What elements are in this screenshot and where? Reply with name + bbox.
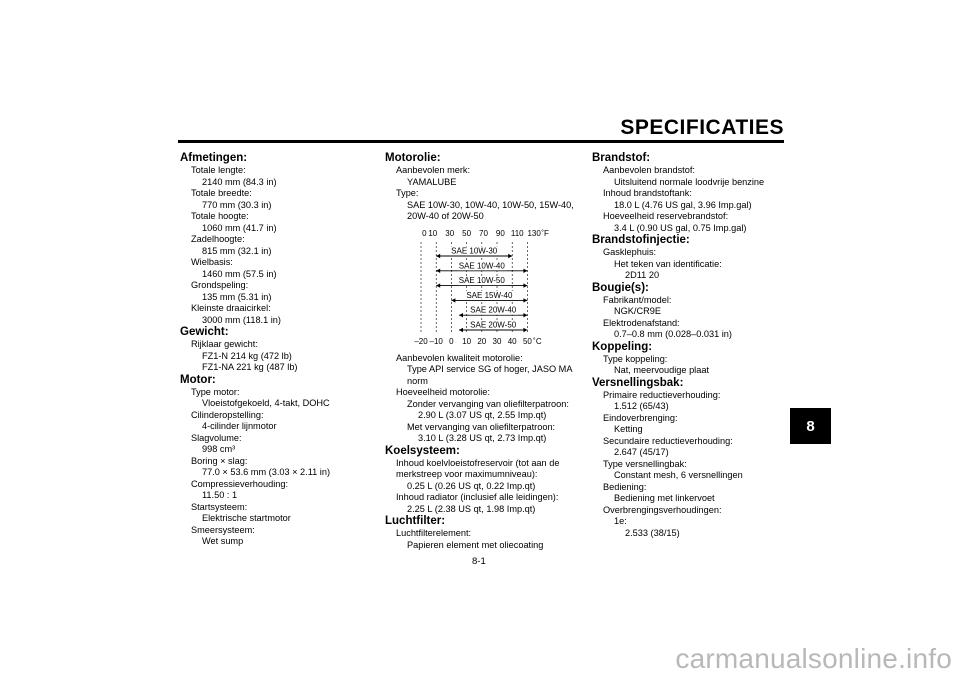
viscosity-band-arrow	[459, 313, 463, 317]
celsius-tick-label: 40	[507, 336, 517, 346]
spec-value: Nat, meervoudige plaat	[614, 365, 709, 375]
section-brandstofinjectie: Brandstofinjectie:	[592, 234, 690, 246]
section-afmetingen: Afmetingen:	[180, 152, 248, 164]
section-motorolie: Motorolie:	[385, 152, 441, 164]
spec-label: Slagvolume:	[191, 432, 242, 443]
viscosity-band-arrow	[523, 313, 527, 317]
viscosity-band-label: SAE 20W-50	[470, 320, 517, 329]
page-title: SPECIFICATIES	[620, 116, 784, 139]
spec-value: 0.7–0.8 mm (0.028–0.031 in)	[614, 329, 732, 339]
spec-value: NGK/CR9E	[614, 306, 661, 316]
spec-value: Uitsluitend normale loodvrije benzine	[614, 176, 765, 187]
spec-label: Totale hoogte:	[191, 211, 249, 221]
spec-value: 2.533 (38/15)	[625, 527, 680, 538]
celsius-tick-label: 0	[449, 336, 454, 346]
spec-value: 2.90 L (3.07 US qt, 2.55 Imp.qt)	[418, 410, 547, 420]
spec-label: Inhoud radiator (inclusief alle leidingen):	[396, 492, 559, 502]
oil-viscosity-chart	[385, 226, 585, 352]
spec-label: Type versnellingbak:	[603, 458, 687, 469]
section-versnellingsbak: Versnellingsbak:	[592, 376, 684, 389]
spec-value: YAMALUBE	[407, 176, 457, 187]
spec-label: Hoeveelheid motorolie:	[396, 387, 490, 397]
spec-sublabel: Zonder vervanging van oliefilterpatroon:	[407, 398, 569, 409]
spec-label: Fabrikant/model:	[603, 294, 672, 305]
celsius-tick-label: 30	[492, 336, 502, 346]
spec-value: Papieren element met oliecoating	[407, 539, 544, 550]
celsius-tick-label: –10	[429, 336, 443, 346]
spec-label: Rijklaar gewicht:	[191, 339, 258, 349]
spec-value: FZ1-N 214 kg (472 lb)	[202, 350, 292, 361]
spec-label: Type motor:	[191, 386, 240, 397]
spec-label: Hoeveelheid reservebrandstof:	[603, 211, 729, 221]
spec-label: merkstreep voor maximumniveau):	[396, 469, 538, 479]
spec-value: 2140 mm (84.3 in)	[202, 176, 277, 187]
spec-label: Primaire reductieverhouding:	[603, 389, 721, 400]
chapter-tab: 8	[790, 408, 831, 444]
spec-value: Ketting	[614, 424, 643, 434]
column-middle	[385, 152, 585, 551]
spec-value: 1060 mm (41.7 in)	[202, 222, 277, 233]
column-left	[180, 152, 370, 548]
spec-label: Aanbevolen kwaliteit motorolie:	[396, 352, 523, 363]
viscosity-band-arrow	[523, 283, 527, 287]
spec-label: Bediening:	[603, 481, 647, 492]
fahrenheit-unit-label: ˚F	[541, 228, 549, 238]
spec-label: Kleinste draaicirkel:	[191, 303, 271, 313]
fahrenheit-tick-label: 110	[510, 228, 524, 238]
spec-value: 77.0 × 53.6 mm (3.03 × 2.11 in)	[202, 467, 331, 477]
spec-label: Luchtfilterelement:	[396, 528, 472, 538]
spec-value: 3.4 L (0.90 US gal, 0.75 Imp.gal)	[614, 222, 747, 233]
spec-value: Elektrische startmotor	[202, 513, 291, 523]
spec-label: Type koppeling:	[603, 353, 668, 364]
spec-value: 770 mm (30.3 in)	[202, 199, 272, 210]
spec-label: Smeersysteem:	[191, 524, 255, 535]
spec-label: Eindoverbrenging:	[603, 412, 678, 423]
spec-label: Grondspeling:	[191, 280, 249, 290]
spec-value: 2D11 20	[625, 270, 660, 280]
spec-value: 11.50 : 1	[202, 490, 238, 500]
page-number: 8-1	[472, 556, 486, 567]
viscosity-band-arrow	[508, 253, 512, 257]
spec-label: Cilinderopstelling:	[191, 409, 264, 420]
celsius-unit-label: ˚C	[533, 336, 542, 346]
spec-value: 135 mm (5.31 in)	[202, 291, 272, 302]
viscosity-band-label: SAE 20W-40	[470, 305, 517, 315]
spec-value: Vloeistofgekoeld, 4-takt, DOHC	[202, 398, 330, 408]
viscosity-band-label: SAE 15W-40	[466, 290, 513, 300]
spec-value: 2.647 (45/17)	[614, 447, 669, 457]
spec-value: 815 mm (32.1 in)	[202, 245, 272, 256]
spec-value: Wet sump	[202, 536, 244, 546]
spec-label: Aanbevolen merk:	[396, 165, 471, 175]
spec-label: Overbrengingsverhoudingen:	[603, 504, 722, 515]
spec-sublabel: Met vervanging van oliefilterpatroon:	[407, 421, 556, 432]
spec-value: 2.25 L (2.38 US qt, 1.98 Imp.qt)	[407, 503, 536, 514]
fahrenheit-tick-label: 10	[428, 228, 438, 238]
column-right	[592, 152, 787, 539]
spec-value: 998 cm³	[202, 444, 236, 454]
spec-label: Totale lengte:	[191, 165, 246, 175]
spec-value: 1460 mm (57.5 in)	[202, 268, 277, 279]
spec-value: norm	[407, 375, 428, 386]
viscosity-band-arrow	[436, 268, 440, 272]
spec-value: Constant mesh, 6 versnellingen	[614, 470, 743, 480]
viscosity-band-arrow	[436, 283, 440, 287]
spec-label: Elektrodenafstand:	[603, 317, 680, 328]
spec-label: Totale breedte:	[191, 188, 252, 198]
viscosity-band-arrow	[436, 253, 440, 257]
spec-value: 1.512 (65/43)	[614, 401, 669, 411]
fahrenheit-tick-label: 130	[527, 228, 541, 238]
section-koelsysteem: Koelsysteem:	[385, 444, 460, 457]
fahrenheit-tick-label: 90	[495, 228, 505, 238]
viscosity-band-arrow	[523, 327, 527, 331]
spec-value: Bediening met linkervoet	[614, 493, 715, 503]
spec-label: Boring × slag:	[191, 455, 248, 466]
section-gewicht: Gewicht:	[180, 326, 229, 338]
title-rule	[178, 140, 784, 143]
spec-label: Zadelhoogte:	[191, 234, 245, 244]
spec-label: Startsysteem:	[191, 501, 248, 512]
celsius-tick-label: 10	[462, 336, 472, 346]
spec-sublabel: 1e:	[614, 516, 627, 526]
spec-value: FZ1-NA 221 kg (487 lb)	[202, 362, 298, 372]
spec-value: 3.10 L (3.28 US qt, 2.73 Imp.qt)	[418, 433, 547, 443]
spec-label: Inhoud koelvloeistofreservoir (tot aan de	[396, 457, 560, 468]
spec-value: SAE 10W-30, 10W-40, 10W-50, 15W-40,	[407, 199, 574, 210]
spec-value: 4-cilinder lijnmotor	[202, 421, 277, 431]
fahrenheit-tick-label: 30	[445, 228, 455, 238]
spec-value: 0.25 L (0.26 US qt, 0.22 Imp.qt)	[407, 480, 536, 491]
spec-label: Gasklephuis:	[603, 247, 657, 257]
spec-label: Secundaire reductieverhouding:	[603, 435, 733, 446]
spec-value: Type API service SG of hoger, JASO MA	[407, 364, 573, 374]
watermark: carmanualsonline.info	[675, 643, 952, 674]
spec-label: Inhoud brandstoftank:	[603, 188, 692, 198]
fahrenheit-tick-label: 50	[462, 228, 472, 238]
celsius-tick-label: 20	[477, 336, 487, 346]
viscosity-band-arrow	[523, 298, 527, 302]
viscosity-band-arrow	[459, 327, 463, 331]
viscosity-band-arrow	[451, 298, 455, 302]
spec-sublabel: Het teken van identificatie:	[614, 258, 722, 269]
section-koppeling: Koppeling:	[592, 340, 653, 353]
fahrenheit-tick-label: 0	[422, 228, 427, 238]
celsius-tick-label: 50	[522, 336, 532, 346]
spec-label: Wielbasis:	[191, 257, 233, 267]
section-luchtfilter: Luchtfilter:	[385, 515, 446, 527]
viscosity-band-label: SAE 10W-40	[458, 260, 505, 270]
viscosity-band-label: SAE 10W-50	[458, 275, 505, 285]
spec-value: 3000 mm (118.1 in)	[202, 314, 281, 325]
viscosity-band-arrow	[523, 268, 527, 272]
spec-label: Aanbevolen brandstof:	[603, 165, 695, 175]
viscosity-band-label: SAE 10W-30	[451, 246, 498, 255]
spec-label: Type:	[396, 188, 419, 198]
spec-value: 20W-40 of 20W-50	[407, 211, 484, 221]
celsius-tick-label: –20	[414, 336, 428, 346]
fahrenheit-tick-label: 70	[479, 228, 488, 238]
section-bougie: Bougie(s):	[592, 281, 649, 294]
spec-value: 18.0 L (4.76 US gal, 3.96 Imp.gal)	[614, 199, 752, 210]
section-brandstof: Brandstof:	[592, 152, 651, 164]
spec-label: Compressieverhouding:	[191, 478, 289, 489]
section-motor: Motor:	[180, 373, 216, 386]
